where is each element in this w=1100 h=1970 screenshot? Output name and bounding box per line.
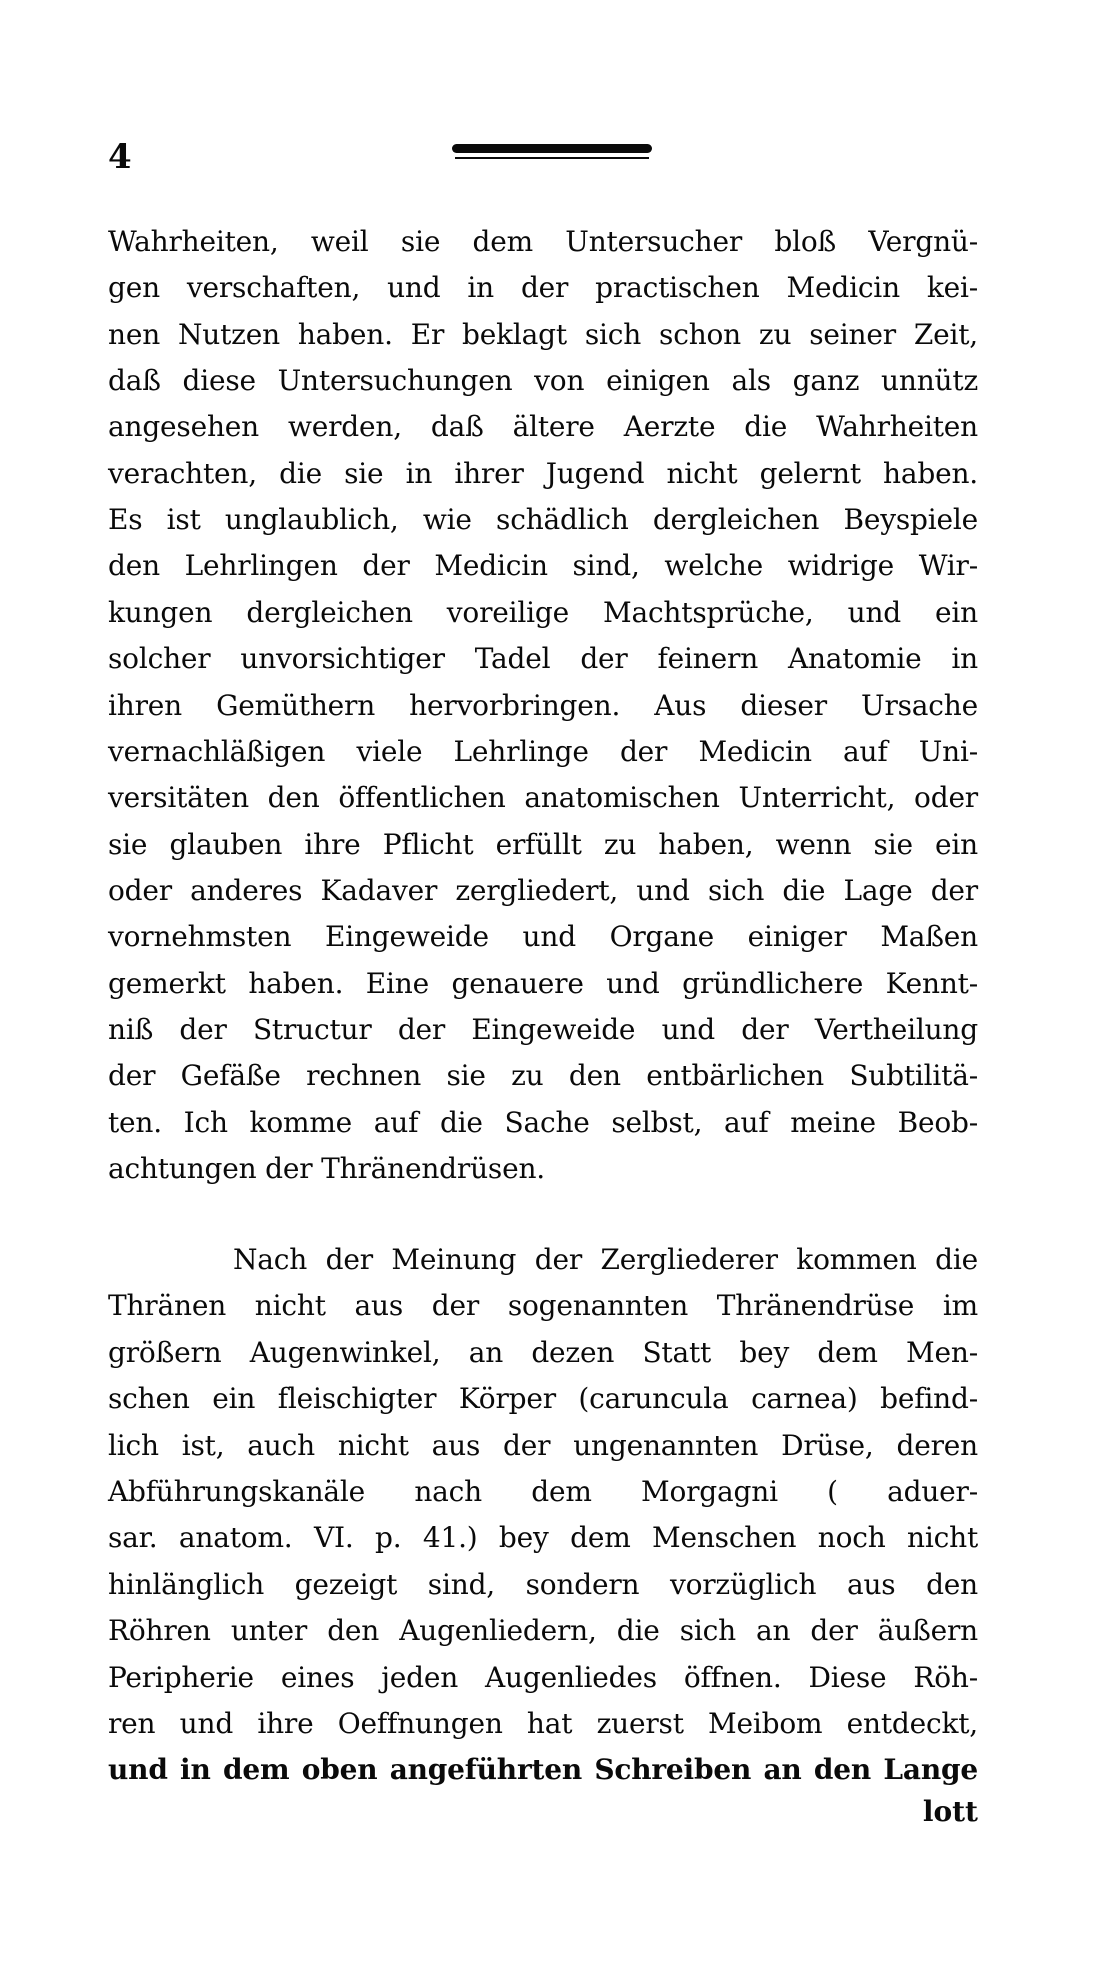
text-line: ren und ihre Oeffnungen hat zuerst Meibom entdeckt, xyxy=(108,1707,978,1740)
text-line: gen verschaften, und in der practischen Medicin kei- xyxy=(108,271,978,305)
text-line: angesehen werden, daß ältere Aerzte die Wahrheiten xyxy=(108,410,978,444)
text-line: achtungen der Thränendrüsen. xyxy=(108,1152,545,1185)
text-line: größern Augenwinkel, an dezen Statt bey dem Men- xyxy=(108,1335,978,1369)
header-rule-thick-line xyxy=(452,144,652,153)
text-line: hinlänglich gezeigt sind, sondern vorzüglich aus den xyxy=(108,1567,978,1601)
catchword: lott xyxy=(922,1795,978,1828)
text-line: lich ist, auch nicht aus der ungenannten Drüse, deren xyxy=(108,1428,978,1462)
text-line: vernachläßigen viele Lehrlinge der Medicin auf Uni- xyxy=(108,734,978,768)
text-line: Nach der Meinung der Zergliederer kommen die xyxy=(233,1243,978,1276)
text-line: Thränen nicht aus der sogenannten Thränendrüse im xyxy=(108,1289,978,1323)
header-rule-thin-line xyxy=(455,157,649,159)
text-line: der Gefäße rechnen sie zu den entbärlichen Subtilitä- xyxy=(108,1059,978,1093)
text-line: niß der Structur der Eingeweide und der Vertheilung xyxy=(108,1012,978,1046)
text-line: den Lehrlingen der Medicin sind, welche widrige Wir- xyxy=(108,549,978,583)
text-line: daß diese Untersuchungen von einigen als ganz unnütz xyxy=(108,364,978,398)
text-line: ihren Gemüthern hervorbringen. Aus dieser Ursache xyxy=(108,688,978,722)
text-line: und in dem oben angeführten Schreiben an den Lange xyxy=(108,1753,978,1787)
text-line: sie glauben ihre Pflicht erfüllt zu haben, wenn sie ein xyxy=(108,827,978,861)
text-line: solcher unvorsichtiger Tadel der feinern Anatomie in xyxy=(108,642,978,676)
text-line: Es ist unglaublich, wie schädlich dergleichen Beyspiele xyxy=(108,503,978,537)
text-line: oder anderes Kadaver zergliedert, und sich die Lage der xyxy=(108,873,978,907)
text-line: ten. Ich komme auf die Sache selbst, auf meine Beob- xyxy=(108,1105,978,1139)
text-line: gemerkt haben. Eine genauere und gründlichere Kennt- xyxy=(108,966,978,1000)
header-rule xyxy=(452,144,652,160)
text-line: Abführungskanäle nach dem Morgagni ( aduer- xyxy=(108,1475,978,1508)
text-line: verachten, die sie in ihrer Jugend nicht gelernt haben. xyxy=(108,456,978,490)
text-line: vornehmsten Eingeweide und Organe einiger Maßen xyxy=(108,920,978,954)
text-line: schen ein fleischigter Körper (caruncula carnea) befind- xyxy=(108,1382,978,1416)
text-line: nen Nutzen haben. Er beklagt sich schon zu seiner Zeit, xyxy=(108,317,978,351)
page-number: 4 xyxy=(108,137,132,177)
text-line: Peripherie eines jeden Augenliedes öffnen. Diese Röh- xyxy=(108,1660,978,1694)
text-line: versitäten den öffentlichen anatomischen Unterricht, oder xyxy=(108,781,978,815)
text-line: Wahrheiten, weil sie dem Untersucher bloß Vergnü- xyxy=(108,225,978,258)
text-line: kungen dergleichen voreilige Machtsprüche, und ein xyxy=(108,595,978,629)
text-line: Röhren unter den Augenliedern, die sich an der äußern xyxy=(108,1614,978,1648)
text-line: sar. anatom. VI. p. 41.) bey dem Menschen noch nicht xyxy=(108,1521,978,1555)
